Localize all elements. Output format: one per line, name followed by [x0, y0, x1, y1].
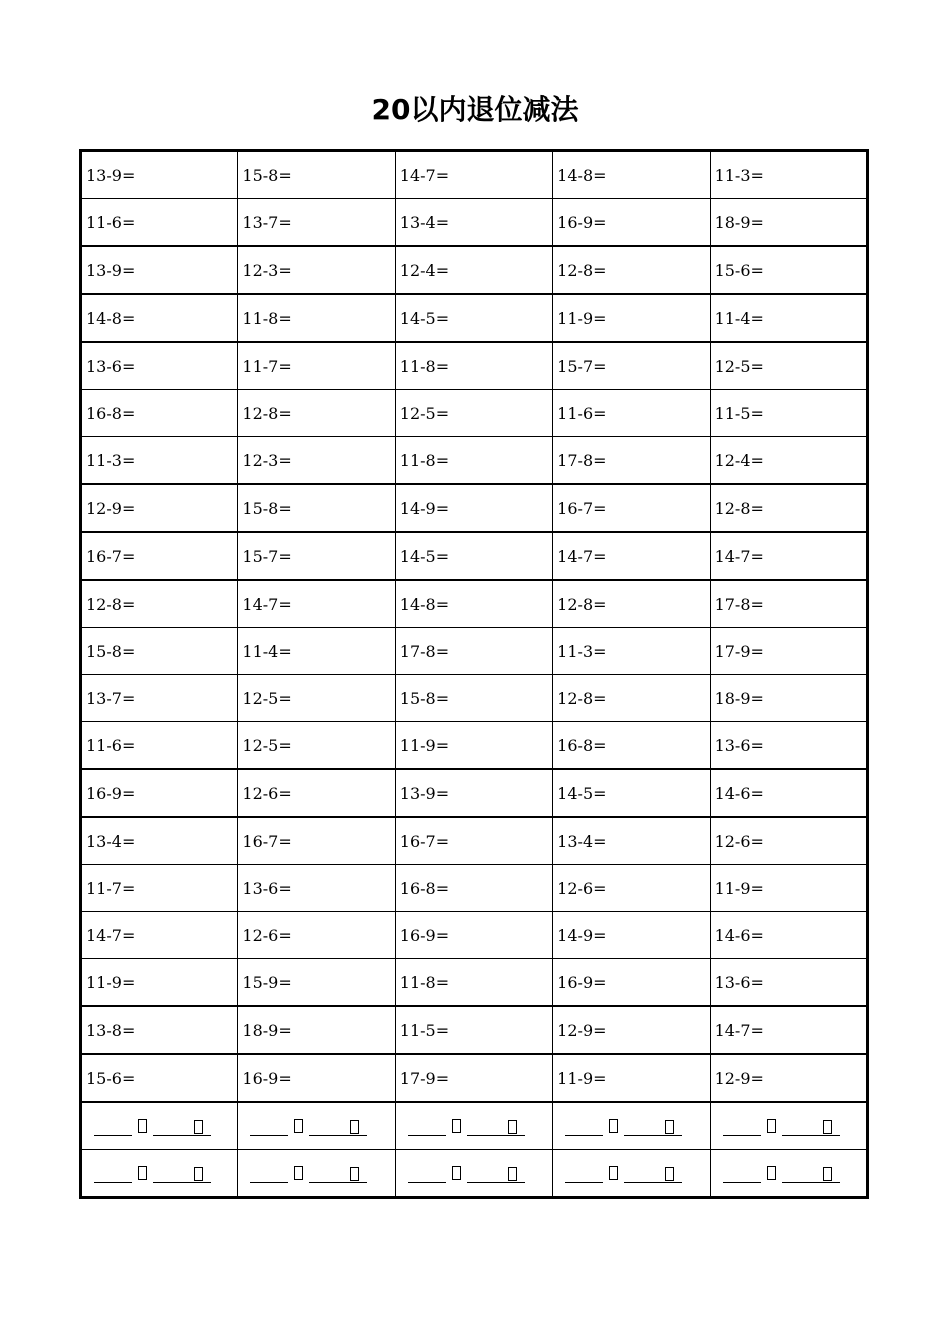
problem-row: [81, 1006, 868, 1054]
problem-table: [79, 149, 869, 1199]
problem-cell: 15-6=: [710, 246, 867, 294]
box-icon: [823, 1167, 832, 1181]
answer-blank[interactable]: [153, 1119, 211, 1136]
problem-row: [81, 959, 868, 1007]
problem-cell: 12-6=: [710, 817, 867, 865]
problem-cell: 13-4=: [395, 199, 552, 247]
answer-cell[interactable]: [553, 1150, 710, 1198]
answer-cell[interactable]: [81, 1102, 238, 1150]
worksheet-title: 20以内退位减法: [371, 93, 579, 126]
answer-cell[interactable]: [710, 1150, 867, 1198]
problem-cell: 16-8=: [553, 722, 710, 770]
problem-row: [81, 580, 868, 628]
problem-row: [81, 199, 868, 247]
problem-row: [81, 865, 868, 912]
answer-cell[interactable]: [710, 1102, 867, 1150]
problem-cell: 13-9=: [81, 151, 238, 199]
problem-cell: 17-8=: [553, 437, 710, 485]
problem-cell: 12-8=: [553, 580, 710, 628]
box-icon: [823, 1120, 832, 1134]
problem-cell: 17-9=: [710, 628, 867, 675]
problem-row: [81, 390, 868, 437]
problem-row: [81, 437, 868, 485]
problem-cell: 14-7=: [238, 580, 395, 628]
box-icon: [665, 1167, 674, 1181]
problem-row: [81, 722, 868, 770]
box-icon: [194, 1120, 203, 1134]
box-icon: [508, 1120, 517, 1134]
problem-cell: 15-8=: [238, 484, 395, 532]
problem-row: [81, 628, 868, 675]
box-icon: [767, 1119, 776, 1133]
problem-cell: 13-4=: [81, 817, 238, 865]
problem-row: [81, 151, 868, 199]
problem-cell: 14-7=: [553, 532, 710, 580]
problem-cell: 14-7=: [81, 912, 238, 959]
problem-cell: 12-6=: [238, 912, 395, 959]
box-icon: [609, 1119, 618, 1133]
answer-blank[interactable]: [467, 1166, 525, 1183]
problem-row: [81, 342, 868, 390]
problem-cell: 11-8=: [395, 437, 552, 485]
answer-cell[interactable]: [238, 1150, 395, 1198]
answer-blank[interactable]: [624, 1166, 682, 1183]
problem-cell: 18-9=: [710, 675, 867, 722]
problem-cell: 16-8=: [81, 390, 238, 437]
problem-cell: 15-8=: [395, 675, 552, 722]
problem-cell: 14-7=: [395, 151, 552, 199]
problem-cell: 17-8=: [395, 628, 552, 675]
problem-cell: 12-8=: [553, 246, 710, 294]
problem-cell: 11-5=: [395, 1006, 552, 1054]
box-icon: [138, 1166, 147, 1180]
box-icon: [138, 1119, 147, 1133]
problem-cell: 11-8=: [238, 294, 395, 342]
answer-cell[interactable]: [395, 1102, 552, 1150]
problem-cell: 16-9=: [553, 199, 710, 247]
problem-cell: 17-9=: [395, 1054, 552, 1102]
problem-cell: 13-6=: [238, 865, 395, 912]
problem-cell: 12-6=: [553, 865, 710, 912]
problem-cell: 16-9=: [553, 959, 710, 1007]
problem-cell: 13-6=: [710, 722, 867, 770]
problem-cell: 14-6=: [710, 912, 867, 959]
box-icon: [194, 1167, 203, 1181]
problem-cell: 13-4=: [553, 817, 710, 865]
problem-cell: 11-8=: [395, 959, 552, 1007]
problem-row: [81, 817, 868, 865]
problem-cell: 14-8=: [395, 580, 552, 628]
problem-cell: 11-9=: [710, 865, 867, 912]
problem-cell: 11-9=: [395, 722, 552, 770]
answer-blank[interactable]: [408, 1166, 446, 1183]
problem-cell: 11-8=: [395, 342, 552, 390]
problem-cell: 15-6=: [81, 1054, 238, 1102]
box-icon: [350, 1167, 359, 1181]
problem-cell: 12-3=: [238, 246, 395, 294]
problem-row: [81, 294, 868, 342]
problem-cell: 14-5=: [395, 294, 552, 342]
problem-cell: 12-5=: [710, 342, 867, 390]
problem-cell: 13-9=: [395, 769, 552, 817]
problem-cell: 15-9=: [238, 959, 395, 1007]
problem-cell: 14-5=: [553, 769, 710, 817]
problem-cell: 11-3=: [710, 151, 867, 199]
problem-cell: 16-7=: [395, 817, 552, 865]
problem-cell: 15-7=: [238, 532, 395, 580]
problem-row: [81, 484, 868, 532]
answer-blank[interactable]: [624, 1119, 682, 1136]
problem-cell: 11-3=: [553, 628, 710, 675]
problem-cell: 13-6=: [710, 959, 867, 1007]
answer-row: [81, 1150, 868, 1198]
problem-cell: 13-7=: [238, 199, 395, 247]
answer-blank[interactable]: [250, 1119, 288, 1136]
problem-cell: 16-9=: [81, 769, 238, 817]
problem-cell: 11-4=: [710, 294, 867, 342]
problem-row: [81, 675, 868, 722]
problem-cell: 18-9=: [238, 1006, 395, 1054]
box-icon: [452, 1119, 461, 1133]
answer-cell[interactable]: [81, 1150, 238, 1198]
problem-cell: 17-8=: [710, 580, 867, 628]
box-icon: [609, 1166, 618, 1180]
problem-cell: 11-3=: [81, 437, 238, 485]
answer-blank[interactable]: [467, 1119, 525, 1136]
problem-cell: 15-7=: [553, 342, 710, 390]
problem-row: [81, 246, 868, 294]
answer-cell[interactable]: [395, 1150, 552, 1198]
problem-cell: 11-9=: [81, 959, 238, 1007]
answer-row: [81, 1102, 868, 1150]
problem-cell: 11-5=: [710, 390, 867, 437]
answer-cell[interactable]: [553, 1102, 710, 1150]
problem-cell: 11-6=: [81, 722, 238, 770]
answer-blank[interactable]: [94, 1119, 132, 1136]
problem-cell: 15-8=: [238, 151, 395, 199]
problem-cell: 12-9=: [710, 1054, 867, 1102]
problem-row: [81, 532, 868, 580]
box-icon: [350, 1120, 359, 1134]
problem-cell: 14-8=: [81, 294, 238, 342]
problem-cell: 12-8=: [81, 580, 238, 628]
answer-blank[interactable]: [782, 1166, 840, 1183]
problem-cell: 11-6=: [553, 390, 710, 437]
problem-cell: 18-9=: [710, 199, 867, 247]
problem-cell: 12-4=: [395, 246, 552, 294]
problem-cell: 14-8=: [553, 151, 710, 199]
problem-cell: 12-9=: [81, 484, 238, 532]
problem-cell: 12-9=: [553, 1006, 710, 1054]
problem-cell: 11-7=: [238, 342, 395, 390]
box-icon: [508, 1167, 517, 1181]
answer-blank[interactable]: [309, 1166, 367, 1183]
problem-cell: 16-9=: [395, 912, 552, 959]
answer-blank[interactable]: [153, 1166, 211, 1183]
problem-row: [81, 912, 868, 959]
answer-blank[interactable]: [723, 1166, 761, 1183]
problem-cell: 11-7=: [81, 865, 238, 912]
problem-cell: 16-9=: [238, 1054, 395, 1102]
problem-cell: 12-6=: [238, 769, 395, 817]
answer-blank[interactable]: [309, 1119, 367, 1136]
problem-row: [81, 1054, 868, 1102]
problem-cell: 16-8=: [395, 865, 552, 912]
problem-cell: 13-8=: [81, 1006, 238, 1054]
problem-cell: 12-8=: [710, 484, 867, 532]
box-icon: [767, 1166, 776, 1180]
answer-blank[interactable]: [723, 1119, 761, 1136]
box-icon: [665, 1120, 674, 1134]
problem-cell: 12-4=: [710, 437, 867, 485]
answer-blank[interactable]: [782, 1119, 840, 1136]
problem-cell: 11-9=: [553, 1054, 710, 1102]
problem-cell: 13-9=: [81, 246, 238, 294]
answer-blank[interactable]: [94, 1166, 132, 1183]
problem-row: [81, 769, 868, 817]
answer-blank[interactable]: [408, 1119, 446, 1136]
problem-cell: 12-5=: [238, 722, 395, 770]
problem-cell: 15-8=: [81, 628, 238, 675]
problem-cell: 14-7=: [710, 532, 867, 580]
problem-cell: 16-7=: [553, 484, 710, 532]
problem-cell: 11-9=: [553, 294, 710, 342]
problem-cell: 12-3=: [238, 437, 395, 485]
problem-cell: 14-5=: [395, 532, 552, 580]
problem-cell: 14-9=: [395, 484, 552, 532]
problem-cell: 13-6=: [81, 342, 238, 390]
problem-cell: 11-6=: [81, 199, 238, 247]
problem-cell: 16-7=: [238, 817, 395, 865]
problem-cell: 12-5=: [395, 390, 552, 437]
problem-cell: 12-8=: [238, 390, 395, 437]
box-icon: [294, 1166, 303, 1180]
problem-cell: 14-6=: [710, 769, 867, 817]
answer-blank[interactable]: [565, 1119, 603, 1136]
box-icon: [294, 1119, 303, 1133]
problem-cell: 11-4=: [238, 628, 395, 675]
problem-cell: 16-7=: [81, 532, 238, 580]
problem-cell: 14-7=: [710, 1006, 867, 1054]
problem-cell: 12-5=: [238, 675, 395, 722]
problem-cell: 13-7=: [81, 675, 238, 722]
problem-cell: 12-8=: [553, 675, 710, 722]
problem-cell: 14-9=: [553, 912, 710, 959]
answer-blank[interactable]: [250, 1166, 288, 1183]
answer-cell[interactable]: [238, 1102, 395, 1150]
box-icon: [452, 1166, 461, 1180]
answer-blank[interactable]: [565, 1166, 603, 1183]
